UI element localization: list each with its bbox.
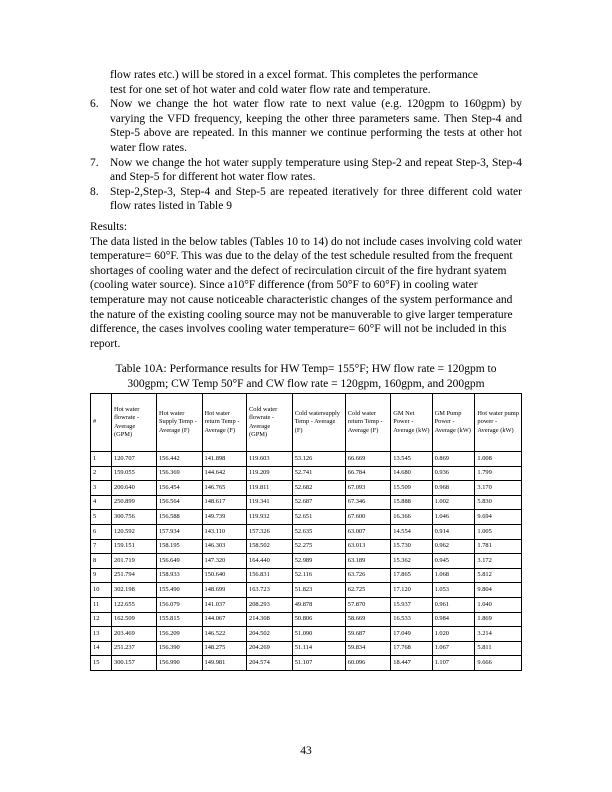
results-heading: Results: bbox=[90, 221, 128, 233]
table-cell: 58.669 bbox=[345, 612, 391, 627]
step-continuation-line1: flow rates etc.) will be stored in a excel format. This completes the performance bbox=[110, 69, 478, 81]
table-cell: 67.093 bbox=[345, 481, 391, 496]
table-cell: 52.989 bbox=[292, 554, 345, 569]
table-cell: 300.756 bbox=[112, 510, 157, 525]
step-number: 8. bbox=[90, 185, 99, 198]
table-cell: 208.293 bbox=[247, 597, 293, 612]
table-cell: 9.694 bbox=[475, 510, 522, 525]
table-cell: 156.564 bbox=[156, 495, 202, 510]
table-header-row bbox=[91, 394, 522, 452]
table-cell: 158.502 bbox=[247, 539, 293, 554]
table-cell: 156.990 bbox=[156, 656, 202, 671]
header-cell: Hot water pump power - Average (kW) bbox=[475, 394, 522, 452]
step-text: Step-2,Step-3, Step-4 and Step-5 are repeated iteratively for three different cold water flow rates listed in Table 9 bbox=[110, 185, 522, 213]
table-cell: 1.068 bbox=[432, 568, 475, 583]
table-cell: 159.055 bbox=[112, 466, 157, 481]
table-cell: 146.303 bbox=[202, 539, 246, 554]
table-cell: 51.114 bbox=[292, 641, 345, 656]
table-cell: 67.600 bbox=[345, 510, 391, 525]
row-number-cell: 11 bbox=[91, 597, 112, 612]
header-cell: Hot water flowrate - Average (GPM) bbox=[112, 394, 157, 452]
table-cell: 1.020 bbox=[432, 627, 475, 642]
table-cell: 204.269 bbox=[247, 641, 293, 656]
table-cell: 162.509 bbox=[112, 612, 157, 627]
table-cell: 3.214 bbox=[475, 627, 522, 642]
table-row bbox=[91, 627, 522, 642]
table-cell: 1.040 bbox=[475, 597, 522, 612]
table-cell: 0.961 bbox=[432, 597, 475, 612]
page-number: 43 bbox=[300, 745, 312, 757]
table-cell: 59.687 bbox=[345, 627, 391, 642]
table-cell: 0.869 bbox=[432, 452, 475, 467]
header-cell: # bbox=[91, 394, 112, 452]
table-cell: 1.002 bbox=[432, 495, 475, 510]
table-cell: 66.669 bbox=[345, 452, 391, 467]
step-continuation-line2: test for one set of hot water and cold water flow rate and temperature. bbox=[110, 83, 431, 96]
table-cell: 63.726 bbox=[345, 568, 391, 583]
row-number-cell: 5 bbox=[91, 510, 112, 525]
table-row bbox=[91, 481, 522, 496]
table-cell: 0.984 bbox=[432, 612, 475, 627]
table-row bbox=[91, 466, 522, 481]
table-cell: 49.878 bbox=[292, 597, 345, 612]
results-paragraph: The data listed in the below tables (Tables 10 to 14) do not include cases involving cold water temperature= 60°F. This was due to the delay of the test schedule resulted from the frequent shortages of cooling water and the defect of recirculation circuit of the fire hydrant syatem (cooling water source). Since a10°F difference (from 50°F to 60°F) in cooling water temperature may not cause noticeable characteristic changes of the system performance and the nature of the existing cooling source may not be manuverable to give larger temperature difference, the cases involves cooling water temperature= 60°F will not be included in this report. bbox=[90, 235, 522, 350]
row-number-cell: 10 bbox=[91, 583, 112, 598]
table-cell: 148.699 bbox=[202, 583, 246, 598]
table-cell: 120.592 bbox=[112, 524, 157, 539]
table-cell: 53.126 bbox=[292, 452, 345, 467]
table-cell: 302.198 bbox=[112, 583, 157, 598]
table-cell: 144.642 bbox=[202, 466, 246, 481]
table-cell: 51.823 bbox=[292, 583, 345, 598]
table-cell: 67.346 bbox=[345, 495, 391, 510]
row-number-cell: 1 bbox=[91, 452, 112, 467]
table-cell: 147.320 bbox=[202, 554, 246, 569]
table-cell: 14.554 bbox=[391, 524, 432, 539]
table-cell: 13.545 bbox=[391, 452, 432, 467]
table-cell: 9.666 bbox=[475, 656, 522, 671]
table-cell: 52.741 bbox=[292, 466, 345, 481]
row-number-cell: 6 bbox=[91, 524, 112, 539]
table-cell: 146.765 bbox=[202, 481, 246, 496]
table-cell: 0.914 bbox=[432, 524, 475, 539]
table-cell: 156.390 bbox=[156, 641, 202, 656]
row-number-cell: 13 bbox=[91, 627, 112, 642]
table-cell: 15.888 bbox=[391, 495, 432, 510]
table-cell: 63.007 bbox=[345, 524, 391, 539]
table-cell: 52.651 bbox=[292, 510, 345, 525]
row-number-cell: 3 bbox=[91, 481, 112, 496]
table-cell: 119.603 bbox=[247, 452, 293, 467]
table-cell: 14.680 bbox=[391, 466, 432, 481]
table-cell: 1.869 bbox=[475, 612, 522, 627]
table-cell: 201.719 bbox=[112, 554, 157, 569]
table-cell: 52.275 bbox=[292, 539, 345, 554]
table-cell: 57.870 bbox=[345, 597, 391, 612]
table-cell: 3.170 bbox=[475, 481, 522, 496]
table-cell: 3.172 bbox=[475, 554, 522, 569]
table-cell: 149.981 bbox=[202, 656, 246, 671]
table-cell: 204.502 bbox=[247, 627, 293, 642]
table-cell: 156.649 bbox=[156, 554, 202, 569]
table-cell: 143.110 bbox=[202, 524, 246, 539]
table-cell: 15.937 bbox=[391, 597, 432, 612]
header-cell: GM Net Power - Average (kW) bbox=[391, 394, 432, 452]
table-caption-line2: 300gpm; CW Temp 50°F and CW flow rate = 120gpm, 160gpm, and 200gpm bbox=[127, 377, 485, 390]
step-number: 7. bbox=[90, 156, 99, 169]
table-cell: 148.275 bbox=[202, 641, 246, 656]
row-number-cell: 7 bbox=[91, 539, 112, 554]
table-cell: 144.067 bbox=[202, 612, 246, 627]
table-cell: 16.366 bbox=[391, 510, 432, 525]
table-cell: 5.811 bbox=[475, 641, 522, 656]
table-cell: 16.533 bbox=[391, 612, 432, 627]
table-cell: 15.509 bbox=[391, 481, 432, 496]
table-cell: 15.730 bbox=[391, 539, 432, 554]
step-continuation bbox=[90, 68, 522, 97]
table-cell: 156.079 bbox=[156, 597, 202, 612]
table-cell: 150.640 bbox=[202, 568, 246, 583]
table-cell: 156.369 bbox=[156, 466, 202, 481]
table-cell: 66.784 bbox=[345, 466, 391, 481]
table-cell: 63.013 bbox=[345, 539, 391, 554]
table-cell: 15.362 bbox=[391, 554, 432, 569]
table-cell: 141.037 bbox=[202, 597, 246, 612]
table-row bbox=[91, 641, 522, 656]
row-number-cell: 12 bbox=[91, 612, 112, 627]
table-cell: 1.067 bbox=[432, 641, 475, 656]
table-cell: 163.723 bbox=[247, 583, 293, 598]
table-cell: 9.804 bbox=[475, 583, 522, 598]
table-cell: 156.831 bbox=[247, 568, 293, 583]
table-cell: 300.157 bbox=[112, 656, 157, 671]
table-cell: 148.617 bbox=[202, 495, 246, 510]
table-cell: 156.454 bbox=[156, 481, 202, 496]
step-item bbox=[90, 97, 522, 155]
table-cell: 214.308 bbox=[247, 612, 293, 627]
table-cell: 141.898 bbox=[202, 452, 246, 467]
results-section bbox=[90, 220, 522, 351]
step-number: 6. bbox=[90, 98, 99, 111]
table-cell: 17.049 bbox=[391, 627, 432, 642]
table-row bbox=[91, 612, 522, 627]
table-cell: 1.799 bbox=[475, 466, 522, 481]
table-cell: 18.447 bbox=[391, 656, 432, 671]
step-item bbox=[90, 185, 522, 214]
row-number-cell: 2 bbox=[91, 466, 112, 481]
table-cell: 156.442 bbox=[156, 452, 202, 467]
table-cell: 251.237 bbox=[112, 641, 157, 656]
table-row bbox=[91, 568, 522, 583]
table-cell: 51.107 bbox=[292, 656, 345, 671]
table-cell: 63.189 bbox=[345, 554, 391, 569]
table-cell: 0.968 bbox=[432, 481, 475, 496]
row-number-cell: 4 bbox=[91, 495, 112, 510]
table-cell: 204.574 bbox=[247, 656, 293, 671]
table-cell: 200.640 bbox=[112, 481, 157, 496]
table-cell: 119.341 bbox=[247, 495, 293, 510]
step-text: Now we change the hot water flow rate to next value (e.g. 120gpm to 160gpm) by varying the VFD frequency, keeping the other three parameters same. Then Step-4 and Step-5 above are repeated. In this manner we continue performing the tests at other hot water flow rates. bbox=[110, 98, 522, 154]
table-cell: 158.933 bbox=[156, 568, 202, 583]
table-cell: 50.806 bbox=[292, 612, 345, 627]
table-cell: 1.053 bbox=[432, 583, 475, 598]
header-cell: Hot water return Temp -Average (F) bbox=[202, 394, 246, 452]
table-row bbox=[91, 539, 522, 554]
table-cell: 0.945 bbox=[432, 554, 475, 569]
table-row bbox=[91, 597, 522, 612]
table-cell: 119.209 bbox=[247, 466, 293, 481]
table-cell: 122.655 bbox=[112, 597, 157, 612]
table-cell: 52.116 bbox=[292, 568, 345, 583]
table-cell: 156.209 bbox=[156, 627, 202, 642]
table-cell: 155.815 bbox=[156, 612, 202, 627]
table-cell: 203.469 bbox=[112, 627, 157, 642]
header-cell: Cold water return Temp - Average (F) bbox=[345, 394, 391, 452]
table-cell: 52.687 bbox=[292, 495, 345, 510]
table-cell: 17.865 bbox=[391, 568, 432, 583]
table-caption-line1: Table 10A: Performance results for HW Temp= 155°F; HW flow rate = 120gpm to bbox=[115, 363, 497, 375]
table-row bbox=[91, 510, 522, 525]
table-cell: 146.522 bbox=[202, 627, 246, 642]
table-cell: 251.794 bbox=[112, 568, 157, 583]
header-cell: Cold watersupply Temp - Average (F) bbox=[292, 394, 345, 452]
table-cell: 60.096 bbox=[345, 656, 391, 671]
table-cell: 1.107 bbox=[432, 656, 475, 671]
table-cell: 158.195 bbox=[156, 539, 202, 554]
table-cell: 17.768 bbox=[391, 641, 432, 656]
table-row bbox=[91, 554, 522, 569]
table-cell: 149.739 bbox=[202, 510, 246, 525]
table-body bbox=[91, 452, 522, 671]
table-cell: 119.932 bbox=[247, 510, 293, 525]
table-row bbox=[91, 495, 522, 510]
table-cell: 1.046 bbox=[432, 510, 475, 525]
table-cell: 157.934 bbox=[156, 524, 202, 539]
table-cell: 17.120 bbox=[391, 583, 432, 598]
table-caption bbox=[90, 362, 522, 391]
header-cell: Hot water Supply Temp - Average (F) bbox=[156, 394, 202, 452]
row-number-cell: 9 bbox=[91, 568, 112, 583]
performance-results-table bbox=[90, 393, 522, 671]
table-cell: 1.008 bbox=[475, 452, 522, 467]
table-cell: 59.834 bbox=[345, 641, 391, 656]
table-cell: 164.440 bbox=[247, 554, 293, 569]
row-number-cell: 8 bbox=[91, 554, 112, 569]
table-cell: 52.682 bbox=[292, 481, 345, 496]
table-cell: 1.781 bbox=[475, 539, 522, 554]
step-text: Now we change the hot water supply temperature using Step-2 and repeat Step-3, Step-4 and Step-5 for different hot water flow rates. bbox=[110, 156, 522, 184]
table-row bbox=[91, 452, 522, 467]
table-cell: 5.812 bbox=[475, 568, 522, 583]
table-cell: 159.151 bbox=[112, 539, 157, 554]
header-cell: GM Pump Power - Average (kW) bbox=[432, 394, 475, 452]
table-cell: 0.962 bbox=[432, 539, 475, 554]
table-cell: 62.725 bbox=[345, 583, 391, 598]
table-cell: 119.811 bbox=[247, 481, 293, 496]
procedure-steps bbox=[90, 68, 522, 214]
table-cell: 120.707 bbox=[112, 452, 157, 467]
table-row bbox=[91, 583, 522, 598]
row-number-cell: 14 bbox=[91, 641, 112, 656]
row-number-cell: 15 bbox=[91, 656, 112, 671]
header-cell: Cold water flowrate - Average (GPM) bbox=[247, 394, 293, 452]
table-cell: 157.326 bbox=[247, 524, 293, 539]
table-cell: 250.899 bbox=[112, 495, 157, 510]
table-row bbox=[91, 656, 522, 671]
table-row bbox=[91, 524, 522, 539]
table-cell: 156.588 bbox=[156, 510, 202, 525]
table-cell: 1.005 bbox=[475, 524, 522, 539]
step-item bbox=[90, 156, 522, 185]
table-cell: 52.635 bbox=[292, 524, 345, 539]
table-cell: 0.936 bbox=[432, 466, 475, 481]
table-cell: 5.830 bbox=[475, 495, 522, 510]
table-cell: 155.490 bbox=[156, 583, 202, 598]
table-cell: 51.090 bbox=[292, 627, 345, 642]
